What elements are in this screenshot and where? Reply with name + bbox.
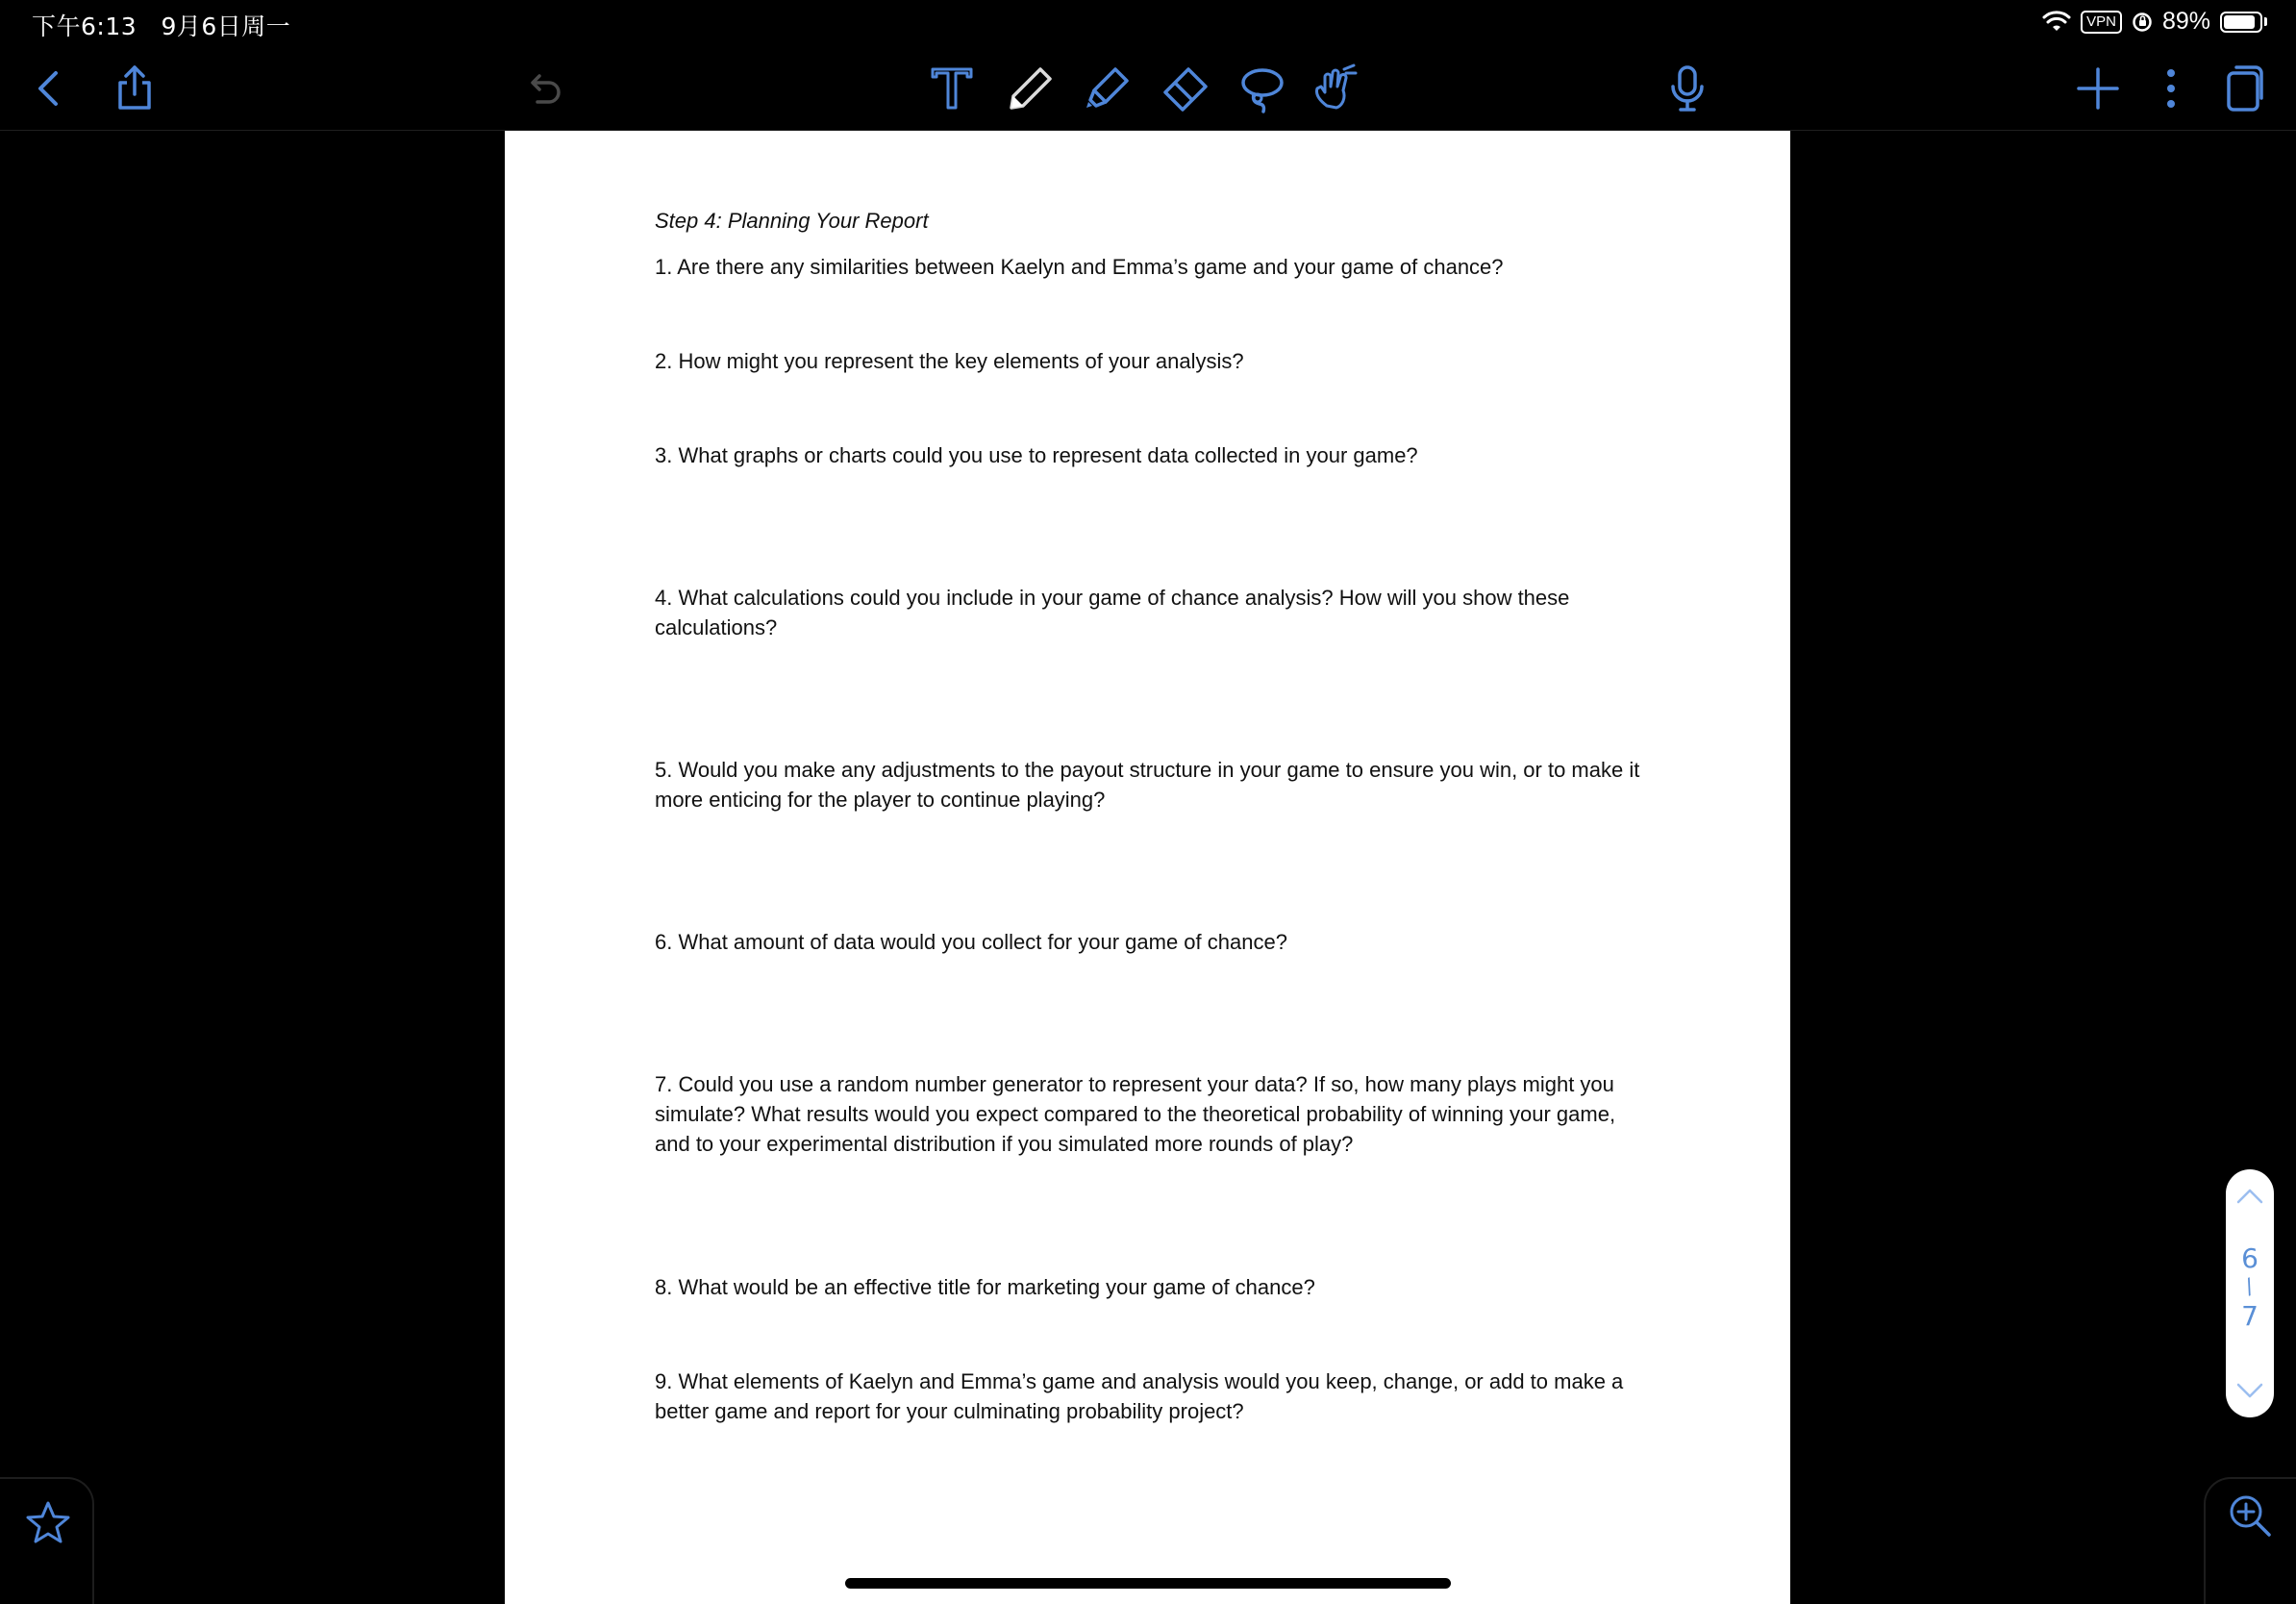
- more-button[interactable]: [2142, 60, 2200, 117]
- page-separator: /: [2242, 1274, 2258, 1300]
- text-tool-button[interactable]: [923, 60, 981, 117]
- status-datetime: [32, 8, 290, 42]
- wifi-icon: [2042, 11, 2071, 34]
- pen-tool-button[interactable]: [1002, 60, 1060, 117]
- document-page[interactable]: [505, 131, 1790, 1604]
- vpn-badge: VPN: [2081, 11, 2122, 34]
- zoom-panel: [2204, 1477, 2296, 1604]
- question-9: 9. What elements of Kaelyn and Emma’s game and analysis would you keep, change, or add to make a better game and report for your culminating probability project?: [655, 1369, 1624, 1423]
- battery-icon: [2220, 12, 2262, 33]
- question-2: 2. How might you represent the key elements of your analysis?: [655, 349, 1244, 373]
- question-8: 8. What would be an effective title for marketing your game of chance?: [655, 1275, 1315, 1299]
- pointer-hand-icon: [1308, 62, 1361, 115]
- battery-percent: 89%: [2161, 8, 2210, 35]
- pages-icon: [2217, 62, 2271, 115]
- highlighter-tool-button[interactable]: [1079, 60, 1136, 117]
- orientation-lock-icon: [2132, 12, 2153, 33]
- total-pages: 7: [2241, 1300, 2259, 1332]
- status-date: 9月6日周一: [161, 13, 291, 40]
- toolbar: [0, 44, 2296, 131]
- status-indicators: [2042, 8, 2267, 36]
- text-tool-icon: [925, 62, 979, 115]
- status-time: 下午6:13: [32, 13, 137, 40]
- page-navigator: [2226, 1169, 2274, 1417]
- page-up-button[interactable]: [2231, 1177, 2269, 1216]
- zoom-in-icon[interactable]: [2225, 1491, 2275, 1541]
- question-7: 7. Could you use a random number generator to represent your data? If so, how many plays might you simulate? What results would you expect compared to the theoretical probability of winning your game, and to your experimental distribution if you simulated more rounds of play?: [655, 1072, 1616, 1156]
- lasso-icon: [1235, 62, 1288, 115]
- add-page-button[interactable]: [2069, 60, 2127, 117]
- microphone-icon: [1660, 62, 1714, 115]
- question-5: 5. Would you make any adjustments to the payout structure in your game to ensure you win, or to make it more enticing for the player to continue playing?: [655, 758, 1640, 812]
- status-bar: [0, 0, 2296, 44]
- more-icon: [2144, 62, 2198, 115]
- battery-fill: [2224, 15, 2255, 29]
- star-icon[interactable]: [23, 1498, 73, 1548]
- eraser-icon: [1158, 62, 1211, 115]
- question-6: 6. What amount of data would you collect for your game of chance?: [655, 930, 1287, 954]
- question-3: 3. What graphs or charts could you use to represent data collected in your game?: [655, 443, 1418, 467]
- back-button[interactable]: [21, 60, 79, 117]
- current-page: 6: [2241, 1242, 2259, 1274]
- page-indicator: [2241, 1242, 2259, 1333]
- pen-icon: [1004, 62, 1058, 115]
- question-4: 4. What calculations could you include in your game of chance analysis? How will you show these calculations?: [655, 586, 1570, 639]
- undo-button[interactable]: [514, 60, 572, 117]
- pointer-tool-button[interactable]: [1306, 60, 1363, 117]
- lasso-tool-button[interactable]: [1233, 60, 1290, 117]
- microphone-button[interactable]: [1659, 60, 1716, 117]
- back-icon: [23, 62, 77, 115]
- pages-button[interactable]: [2215, 60, 2273, 117]
- battery-tip: [2264, 17, 2267, 26]
- section-title: Step 4: Planning Your Report: [655, 209, 929, 233]
- question-1: 1. Are there any similarities between Kaelyn and Emma’s game and your game of chance?: [655, 255, 1504, 279]
- undo-icon: [516, 62, 570, 115]
- favorites-panel: [0, 1477, 94, 1604]
- home-indicator[interactable]: [845, 1578, 1451, 1589]
- highlighter-icon: [1081, 62, 1135, 115]
- add-page-icon: [2071, 62, 2125, 115]
- page-down-button[interactable]: [2231, 1371, 2269, 1410]
- share-icon: [108, 62, 162, 115]
- share-button[interactable]: [106, 60, 163, 117]
- eraser-tool-button[interactable]: [1156, 60, 1213, 117]
